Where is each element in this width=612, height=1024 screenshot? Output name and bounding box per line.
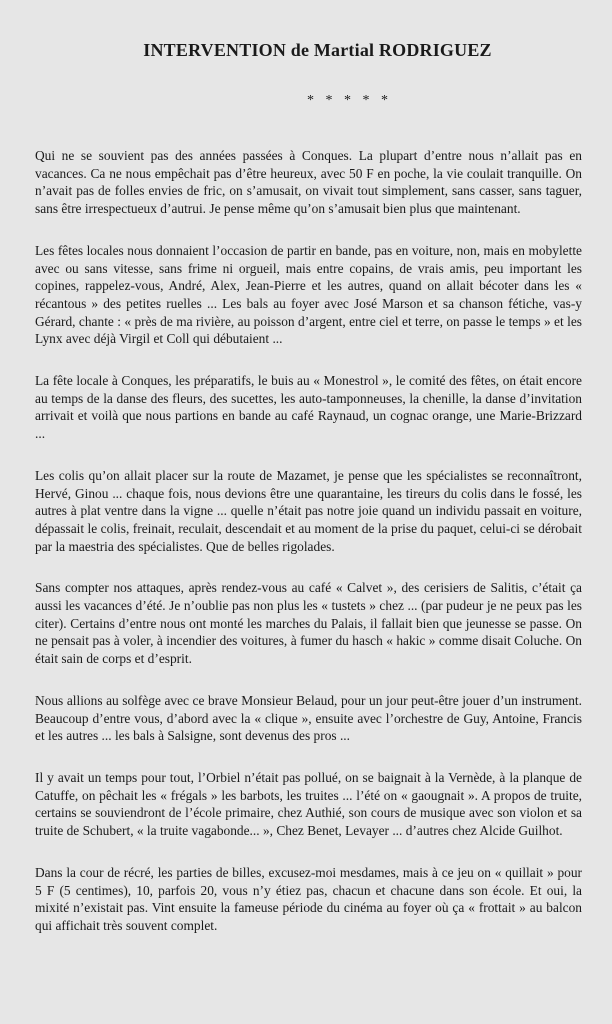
paragraph-4: Les colis qu’on allait placer sur la route de Mazamet, je pense que les spécialistes se reconnaîtront, Hervé, Ginou ... chaque fois, nous devions être une quarantaine, les tireurs du colis dans le fossé, les autres à plat ventre dans la vigne ... quelle n’était pas notre joie quand un individu passait en voiture, dépassait le colis, freinait, reculait, descendait et au moment de la prise du paquet, celui-ci se dérobait par la maestria des spécialistes. Que de belles rigolades. xyxy=(35,467,582,554)
paragraph-7: Il y avait un temps pour tout, l’Orbiel n’était pas pollué, on se baignait à la Vernède, à la planque de Catuffe, on pêchait les « frégals » les barbots, les truites ... l’été on « gaougnait ». A propos de truite, certains se souviendront de l’école primaire, chez Authié, son cours de musique avec son violon et sa truite de Schubert, « la truite vagabonde... », Chez Benet, Levayer ... d’autres chez Alcide Guilhot. xyxy=(35,769,582,839)
body-text xyxy=(35,147,582,935)
paragraph-2: Les fêtes locales nous donnaient l’occasion de partir en bande, pas en voiture, non, mais en mobylette avec ou sans vitesse, sans frime ni orgueil, mais entre copains, de vrais amis, peu important les copines, rappelez-vous, André, Alex, Jean-Pierre et les autres, quand on allait bécoter dans les « récantous » des petites ruelles ... Les bals au foyer avec José Marson et sa chanson fétiche, vas-y Gérard, chante : « près de ma rivière, au poisson d’argent, entre ciel et terre, on passe le temps » et les Lynx avec déjà Virgil et Coll qui débutaient ... xyxy=(35,242,582,347)
paragraph-5: Sans compter nos attaques, après rendez-vous au café « Calvet », des cerisiers de Salitis, c’était ça aussi les vacances d’été. Je n’oublie pas non plus les « tustets » chez ... (par pudeur je ne peux pas les citer). Certains d’entre nous ont monté les marches du Palais, il fallait bien que jeunesse se passe. On ne pensait pas à voler, à incendier des voitures, à fumer du hasch « hakic » comme disait Coluche. On était sain de corps et d’esprit. xyxy=(35,580,582,667)
paragraph-6: Nous allions au solfège avec ce brave Monsieur Belaud, pour un jour peut-être jouer d’un instrument. Beaucoup d’entre vous, d’abord avec la « clique », ensuite avec l’orchestre de Guy, Antoine, Francis et les autres ... les bals à Salsigne, sont devenus des pros ... xyxy=(35,692,582,744)
paragraph-1: Qui ne se souvient pas des années passées à Conques. La plupart d’entre nous n’allait pas en vacances. Ca ne nous empêchait pas d’être heureux, avec 50 F en poche, la vie coulait tranquille. On n’avait pas de folles envies de fric, on s’amusait, on vivait tout simplement, sans casser, sans taguer, sans être irrespectueux d’autrui. Je pense même qu’on s’amusait bien plus que maintenant. xyxy=(35,148,582,217)
page-title: INTERVENTION de Martial RODRIGUEZ xyxy=(143,40,492,60)
paragraph-8: Dans la cour de récré, les parties de billes, excusez-moi mesdames, mais à ce jeu on « quillait » pour 5 F (5 centimes), 10, parfois 20, vous n’y étiez pas, chacun et chacune dans son école. Et oui, la mixité n’existait pas. Vint ensuite la fameuse période du cinéma au foyer où ça « frottait » au balcon qui affichait très souvent complet. xyxy=(35,864,582,933)
paragraph-3: La fête locale à Conques, les préparatifs, le buis au « Monestrol », le comité des fêtes, on était encore au temps de la danse des fleurs, des sucettes, les auto-tamponneuses, la chenille, la danse d’invitation arrivait et voilà que nous partions en bande au café Raynaud, un cognac orange, une Marie-Brizzard ... xyxy=(35,373,582,442)
separator-stars: * * * * * xyxy=(307,93,392,108)
